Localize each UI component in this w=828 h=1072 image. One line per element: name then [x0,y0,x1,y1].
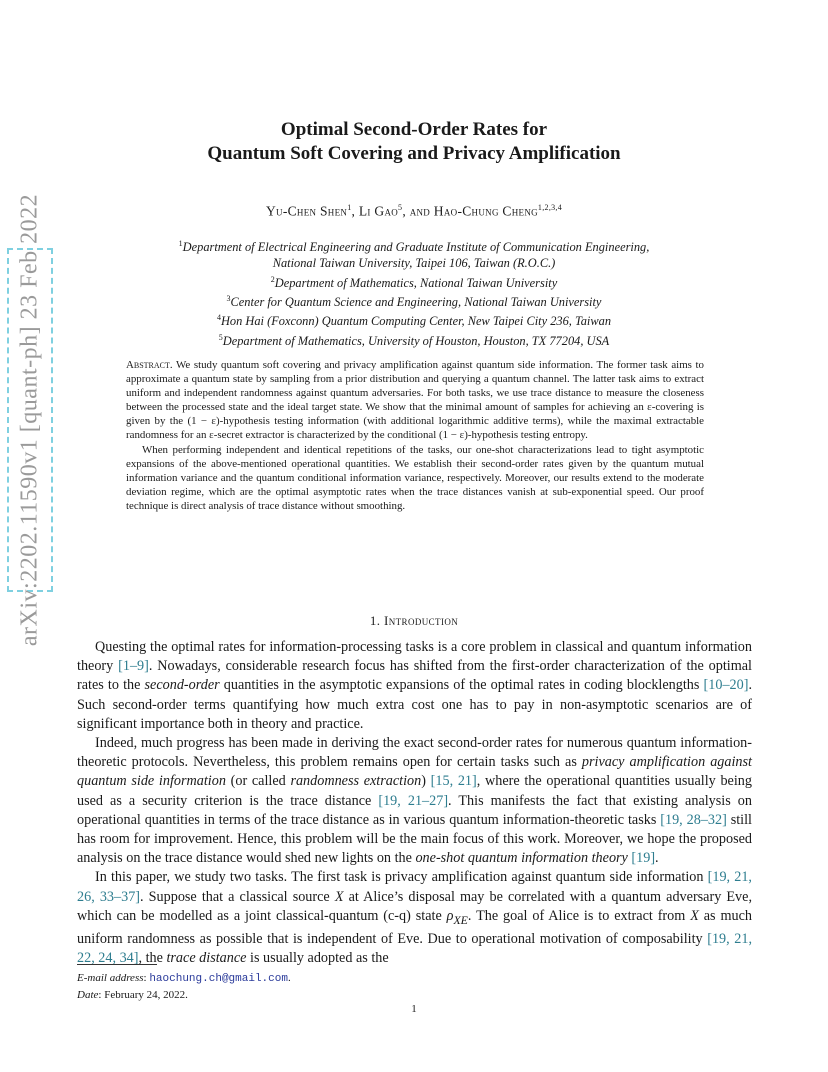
text-run: . Such second-order terms quantifying how much extra cost one has to pay in non-asymptotic scenarios are of significant importance both in theory and practice. [77,677,752,732]
body-paragraph [77,734,752,868]
affiliation [100,310,728,329]
affil-text: Department of Mathematics, National Taiwan University [274,275,558,290]
email-label: E-mail address [77,972,144,984]
text-run: quantities in the asymptotic expansions of the optimal rates in coding blocklengths [219,677,704,694]
citation-link[interactable]: [10–20] [703,677,749,694]
text-run: . [655,850,659,867]
date-label: Date [77,989,99,1001]
affil-text: Hon Hai (Foxconn) Quantum Computing Center, New Taipei City 236, Taiwan [220,314,612,329]
citation-link[interactable]: [19, 21–27] [378,792,449,809]
title-line-1: Optimal Second-Order Rates for [280,119,548,140]
body-paragraph [77,638,752,734]
body-text [77,638,752,968]
citation-link[interactable]: [19] [631,850,656,867]
abstract-text: We study quantum soft covering and privacy amplification against quantum side information. The former task aims to approximate a quantum state by sampling from a prior distribution and querying a quantum channel. The latter task aims to extract uniform and independent randomness against quantum adversaries. For both tasks, we use trace distance to measure the closeness between the processed state and the ideal target state. We show that the minimal amount of samples for achieving an ε-covering is given by the (1 − ε)-hypothesis testing information (with additional logarithmic additive terms), while the maximal extractable randomness for an ε-secret extractor is characterized by the conditional (1 − ε)-hypothesis testing entropy. [126,359,704,442]
emphasis-text: trace distance [166,950,247,967]
text-run: In this paper, we study two tasks. The first task is privacy amplification against quantum side information [95,869,708,886]
emphasis-text: one-shot quantum information theory [415,850,628,867]
text-run: Indeed, much progress has been made in deriving the exact second-order rates for numerous quantum information-theoretic protocols. Nevertheless, this problem remains open for certain tasks such as [77,735,752,771]
citation-link[interactable]: [19, 21, 26, 33–37] [77,869,752,905]
footnote-date: Date: February 24, 2022. [77,989,188,1001]
arxiv-stamp [7,193,53,647]
author-affil-mark: 1 [347,203,352,212]
page-number: 1 [411,1003,417,1015]
text-run: as much uniform randomness as possible that is independent of Eve. Due to operational motivation of composability [77,907,752,947]
abstract-paragraph: When performing independent and identical repetitions of the tasks, our one-shot characterizations lead to tight asymptotic expansions of the above-mentioned operational quantities. We establish their second-order rates given by the quantum mutual information variance and the quantum conditional information variance, respectively. Moreover, our results extend to the moderate deviation regime, which are the optimal asymptotic rates when the trace distances vanish at sub-exponential speed. Our proof technique is direct analysis of trace distance without smoothing. [126,443,704,512]
author-name: Yu-Chen Shen [265,203,348,219]
author-separator: , [351,203,359,219]
citation-link[interactable]: [1–9] [118,658,149,675]
emphasis-text: X [690,907,699,924]
text-run: Questing the optimal rates for information-processing tasks is a core problem in classical and quantum information theory [77,639,752,675]
affiliation [100,272,728,291]
text-run: is usually adopted as the [246,950,389,967]
affil-mark: 1 [178,239,183,248]
email-link[interactable]: haochung.ch@gmail.com [149,973,288,985]
affiliation [100,330,728,349]
author-separator: , and [402,203,434,219]
text-run: (or called [225,773,291,790]
emphasis-text: ρ [446,907,454,924]
text-run: . The goal of Alice is to extract from [467,907,691,924]
citation-link[interactable]: [19, 21, 22, 24, 34] [77,930,752,967]
author-affil-mark: 5 [398,203,403,212]
date-value: February 24, 2022. [104,989,188,1001]
affil-text: Department of Electrical Engineering and Graduate Institute of Communication Engineering, [182,240,650,255]
affil-mark: 5 [218,332,223,342]
author-name: Li Gao [358,203,399,219]
affiliation-continued: National Taiwan University, Taipei 106, Taiwan (R.O.C.) [272,256,556,271]
abstract-paragraph [126,358,704,443]
footnote [77,970,752,1003]
arxiv-identifier: arXiv:2202.11590v1 [quant-ph] 23 Feb 2022 [16,193,43,647]
body-paragraph [77,868,752,968]
text-run: . Suppose that a classical source [140,888,335,905]
text-run: . This manifests the fact that existing analysis on operational quantities in terms of the trace distance as in various quantum information-theoretic tasks [77,792,752,828]
author-list [0,203,828,220]
abstract [126,358,704,513]
emphasis-text: privacy amplification against quantum side information [77,754,752,790]
section-heading: 1. Introduction [369,613,459,628]
emphasis-text: second-order [144,677,220,694]
emphasis-text: X [334,888,344,905]
footnote-email: E-mail address: haochung.ch@gmail.com. [77,972,291,985]
affil-mark: 2 [270,274,275,284]
text-run: , the [138,950,167,967]
abstract-label: Abstract. [126,359,173,371]
affil-mark: 3 [226,293,231,303]
title-line-2: Quantum Soft Covering and Privacy Amplification [207,143,621,164]
affil-text: Center for Quantum Science and Engineering, National Taiwan University [230,294,602,309]
text-run: , where the operational quantities usually being used as a security criterion is the trace distance [77,773,752,809]
emphasis-text: randomness extraction [290,773,422,790]
math-subscript: XE [453,912,468,927]
text-run: . Nowadays, considerable research focus has shifted from the first-order characterization of the optimal rates to the [77,658,753,694]
affiliations [100,236,728,349]
author-name: Hao-Chung Cheng [433,203,538,219]
paper-title [0,118,828,166]
text-run: ) [421,773,431,790]
footnote-rule [77,964,157,965]
text-run: at Alice’s disposal may be correlated with a quantum adversary Eve, which can be modelled as a joint classical-quantum (c-q) state [77,888,752,924]
affiliation [100,291,728,310]
affil-text: Department of Mathematics, University of Houston, Houston, TX 77204, USA [222,333,610,348]
affiliation [100,236,728,255]
citation-link[interactable]: [19, 28–32] [660,811,727,828]
author-affil-mark: 1,2,3,4 [537,203,563,212]
affil-mark: 4 [216,313,221,323]
citation-link[interactable]: [15, 21] [430,773,477,790]
text-run: still has room for improvement. Hence, this problem will be the main focus of this work. Moreover, we hope the proposed analysis on the trace distance would shed new lights on the [77,811,752,867]
